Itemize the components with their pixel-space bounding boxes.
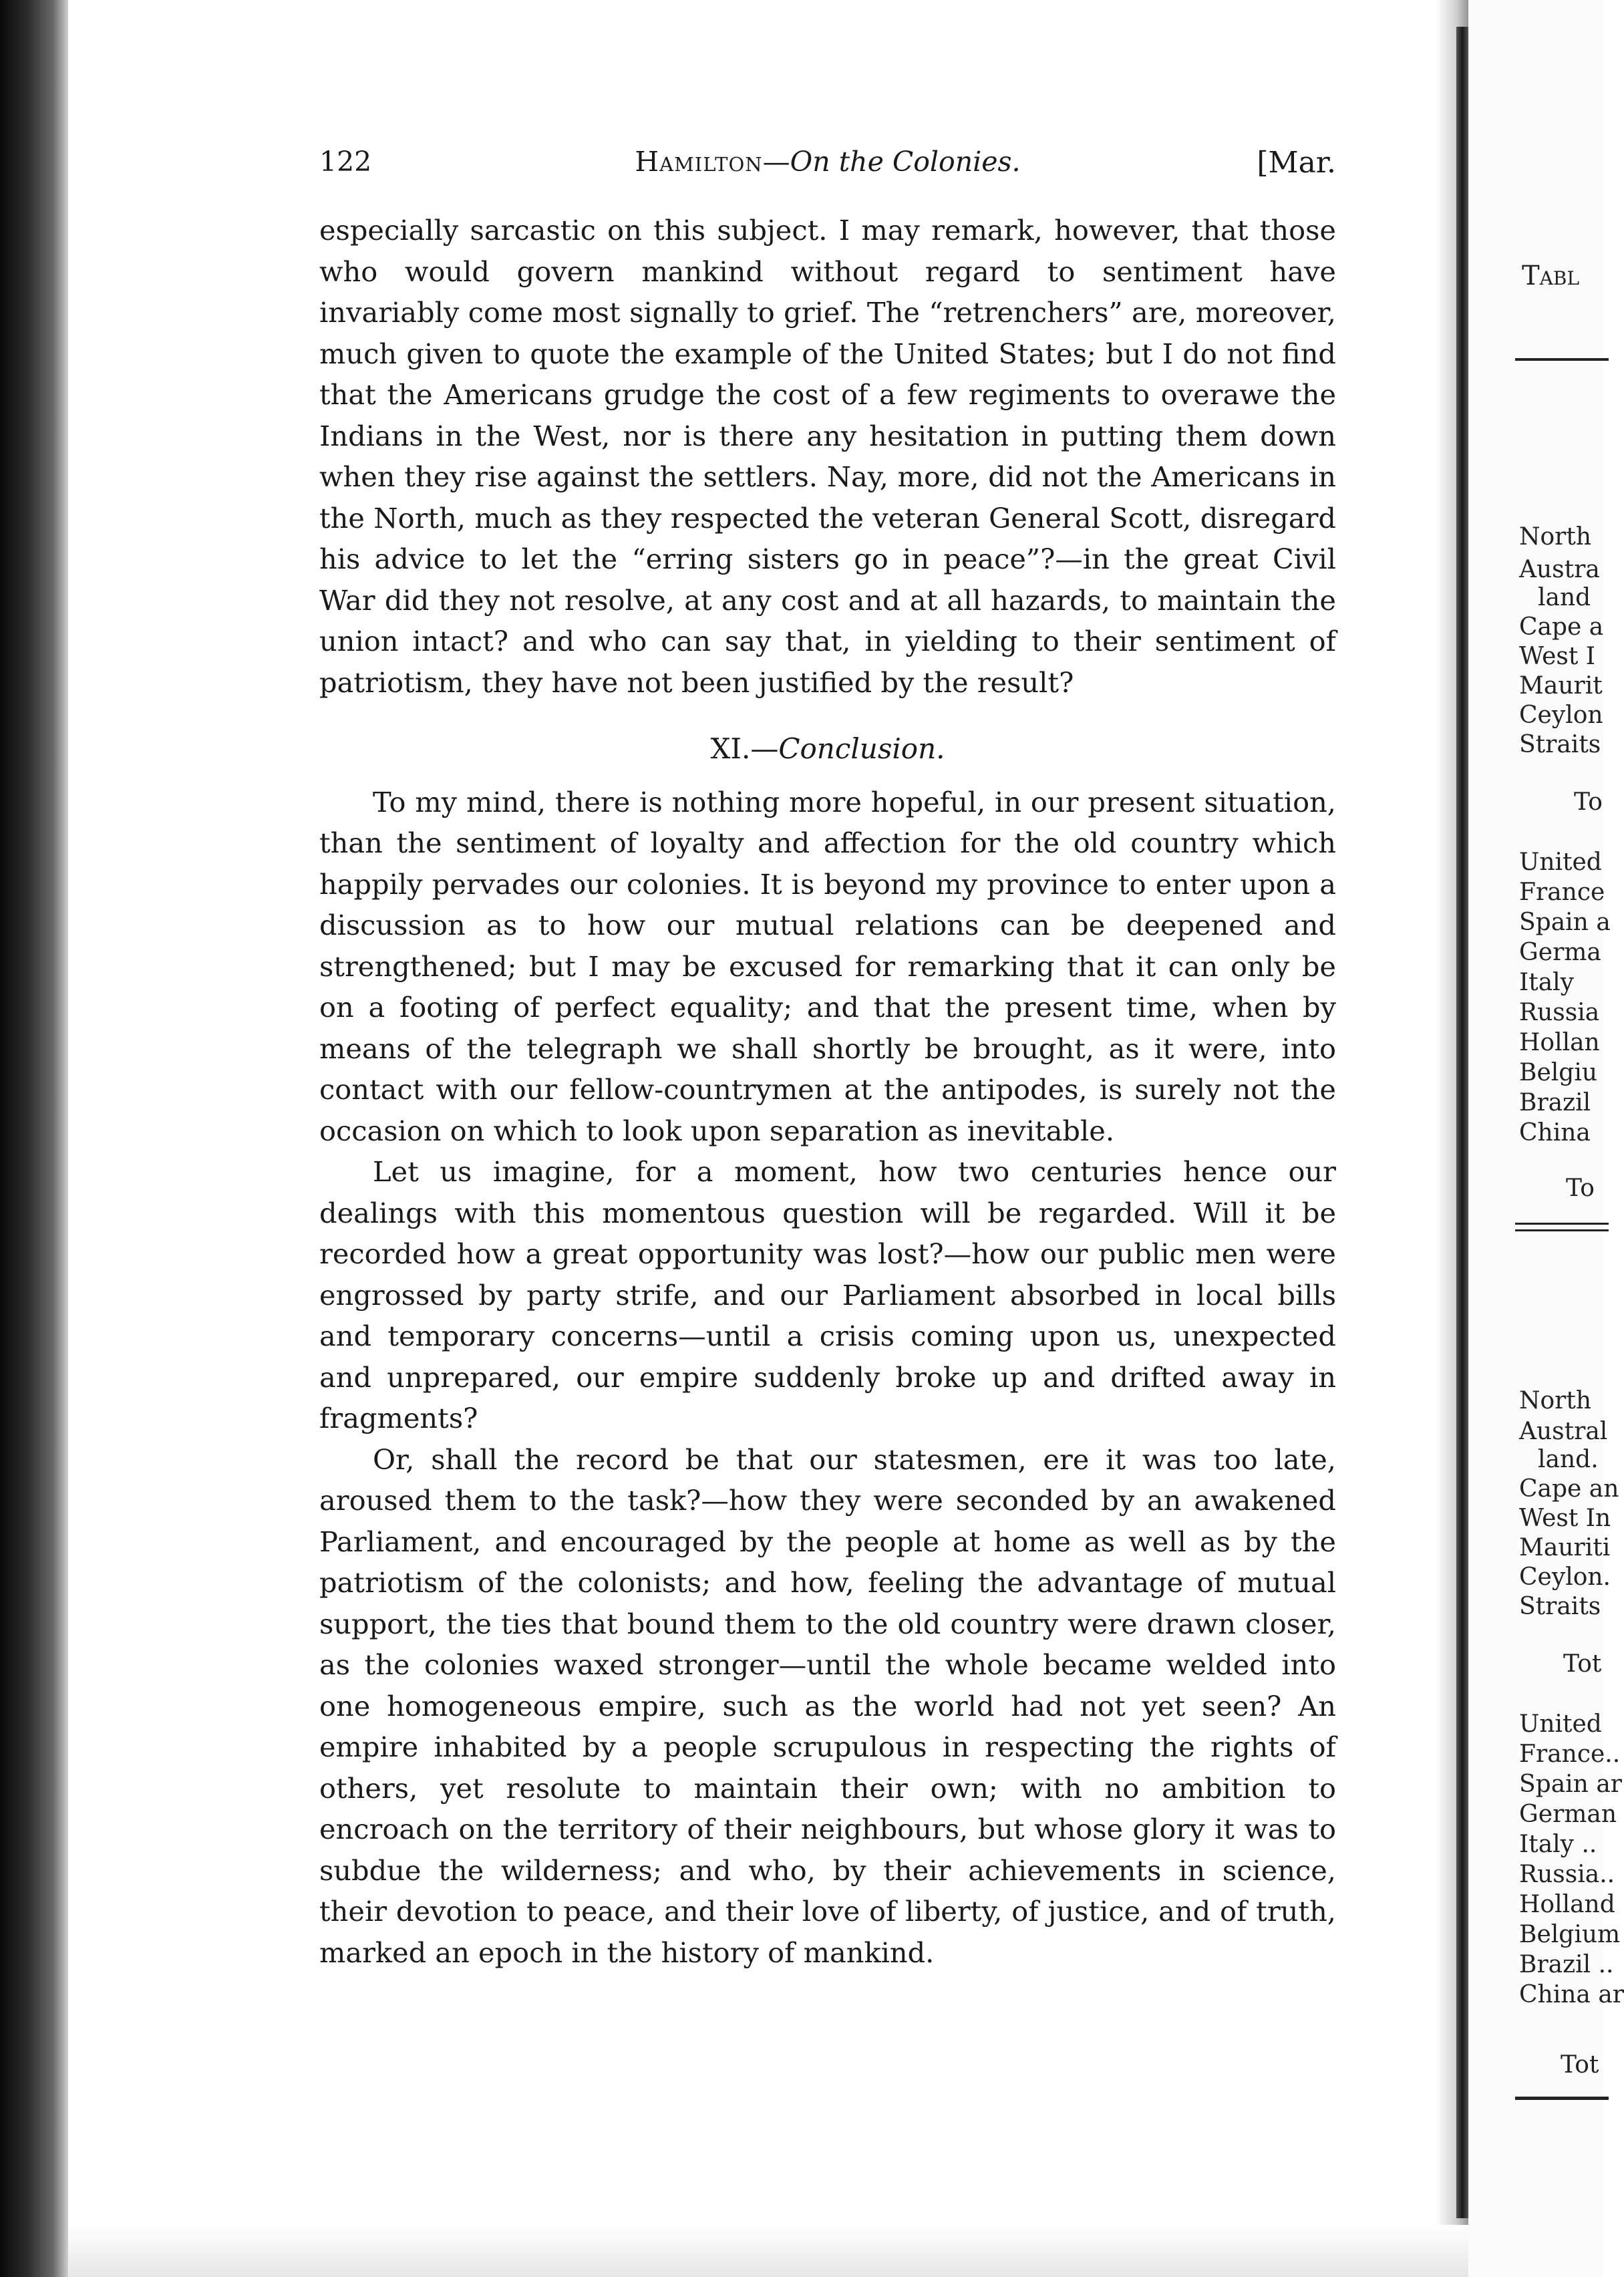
row-label: Belgium [1519, 1921, 1621, 1948]
row-label: Belgiu [1519, 1059, 1598, 1086]
bottom-page-edge [68, 2225, 1471, 2277]
row-label: Spain a [1519, 909, 1611, 936]
table-rule [1515, 2097, 1609, 2100]
paragraph: Or, shall the record be that our statesmen, ere it was too late, aroused them to the task?—how they were seconded by an awakened Parliament, and encouraged by the people at home as well as by the patriotism of the colonists; and how, feeling the advantage of mutual support, the ties that bound them to the old country were drawn closer, as the colonies waxed stronger—until the whole became welded into one homogeneous empire, such as the world had not yet seen? An empire inhabited by a people scrupulous in respecting the rights of others, yet resolute to maintain their own; with no ambition to encroach on the territory of their neighbours, but whose glory it was to subdue the wilderness; and who, by their achievements in science, their devotion to peace, and their love of liberty, of justice, and of truth, marked an epoch in the history of mankind. [319, 1443, 1336, 1969]
row-label: Germa [1519, 939, 1601, 966]
row-label: Straits [1519, 1593, 1601, 1620]
row-label: Cape an [1519, 1475, 1619, 1503]
header-dash: — [762, 146, 790, 178]
section-numeral: XI.— [710, 732, 779, 765]
total-label: Tot [1561, 2051, 1599, 2079]
table-heading-fragment: Tabl [1522, 261, 1580, 291]
row-label: Austra [1519, 556, 1600, 583]
row-label: North [1519, 1387, 1592, 1414]
article-title: On the Colonies. [790, 146, 1021, 178]
total-label: To [1566, 1175, 1595, 1202]
issue-month: [Mar. [1257, 146, 1336, 180]
row-label: North [1519, 523, 1592, 551]
paragraph: especially sarcastic on this subject. I may remark, however, that those who would govern mankind without regard to sentiment have invariably come most signally to grief. The “retrenchers” are, moreover, much given to quote the example of the United States; but I do not find that the Americans grudge the cost of a few regiments to overawe the Indians in the West, nor is there any hesitation in putting them down when they rise against the settlers. Nay, more, did not the Americans in the North, much as they respected the veteran General Scott, disregard his advice to let the “erring sisters go in peace”?—in the great Civil War did they not resolve, at any cost and at all hazards, to maintain the union intact? and who can say that, in yielding to their sentiment of patriotism, they have not been justified by the result? [319, 214, 1336, 699]
row-label: Ceylon [1519, 702, 1603, 729]
paragraph: To my mind, there is nothing more hopeful, in our present situation, than the sentiment of loyalty and affection for the old country which happily pervades our colonies. It is beyond my province to enter upon a discussion as to how our mutual relations can be deepened and strengthened; but I may be excused for remarking that it can only be on a footing of perfect equality; and that the present time, when by means of the telegraph we shall shortly be brought, as it were, into contact with our fellow-countrymen at the antipodes, is surely not the occasion on which to look upon separation as inevitable. [319, 785, 1336, 1147]
row-label: France.. [1519, 1740, 1621, 1768]
row-label: Hollan [1519, 1029, 1600, 1056]
row-label: Italy [1519, 969, 1575, 996]
row-label: German [1519, 1801, 1617, 1828]
row-label: land [1538, 584, 1591, 611]
table-rule [1515, 1229, 1609, 1231]
row-label: Brazil .. [1519, 1951, 1614, 1978]
author-name: Hamilton [635, 146, 763, 178]
row-label: United [1519, 1710, 1602, 1738]
section-title: Conclusion. [778, 732, 945, 765]
row-label: Brazil [1519, 1089, 1591, 1116]
total-label: To [1574, 788, 1603, 816]
row-label: China ar [1519, 1981, 1624, 2008]
page-number: 122 [319, 146, 372, 178]
facing-page-fragment [1468, 0, 1624, 2277]
row-label: China [1519, 1119, 1591, 1147]
total-label: Tot [1563, 1650, 1602, 1678]
gutter-fold [1456, 27, 1468, 2218]
running-title [319, 146, 1336, 178]
row-label: Holland [1519, 1891, 1615, 1918]
row-label: United [1519, 849, 1602, 876]
row-label: Russia [1519, 999, 1600, 1026]
row-label: Straits [1519, 731, 1601, 758]
row-label: West I [1519, 643, 1595, 670]
article-body [319, 210, 1336, 1973]
row-label: Spain ar [1519, 1771, 1622, 1798]
row-label: Austral [1519, 1418, 1608, 1445]
row-label: Ceylon. [1519, 1563, 1611, 1591]
row-label: Mauriti [1519, 1534, 1611, 1561]
row-label: Cape a [1519, 613, 1604, 641]
table-rule [1515, 1223, 1609, 1225]
row-label: West In [1519, 1505, 1611, 1532]
row-label: Italy .. [1519, 1831, 1597, 1858]
row-label: Russia.. [1519, 1861, 1615, 1888]
paragraph: Let us imagine, for a moment, how two centuries hence our dealings with this momentous question will be regarded. Will it be recorded how a great opportunity was lost?—how our public men were engrossed by party strife, and our Parliament absorbed in local bills and temporary concerns—until a crisis coming upon us, unexpected and unprepared, our empire suddenly broke up and drifted away in fragments? [319, 1155, 1336, 1434]
running-header [319, 146, 1336, 186]
table-rule [1515, 358, 1609, 361]
row-label: France [1519, 879, 1605, 906]
section-heading [319, 728, 1336, 770]
row-label: Maurit [1519, 672, 1603, 700]
book-spine-shadow [0, 0, 68, 2277]
row-label: land. [1538, 1446, 1599, 1473]
